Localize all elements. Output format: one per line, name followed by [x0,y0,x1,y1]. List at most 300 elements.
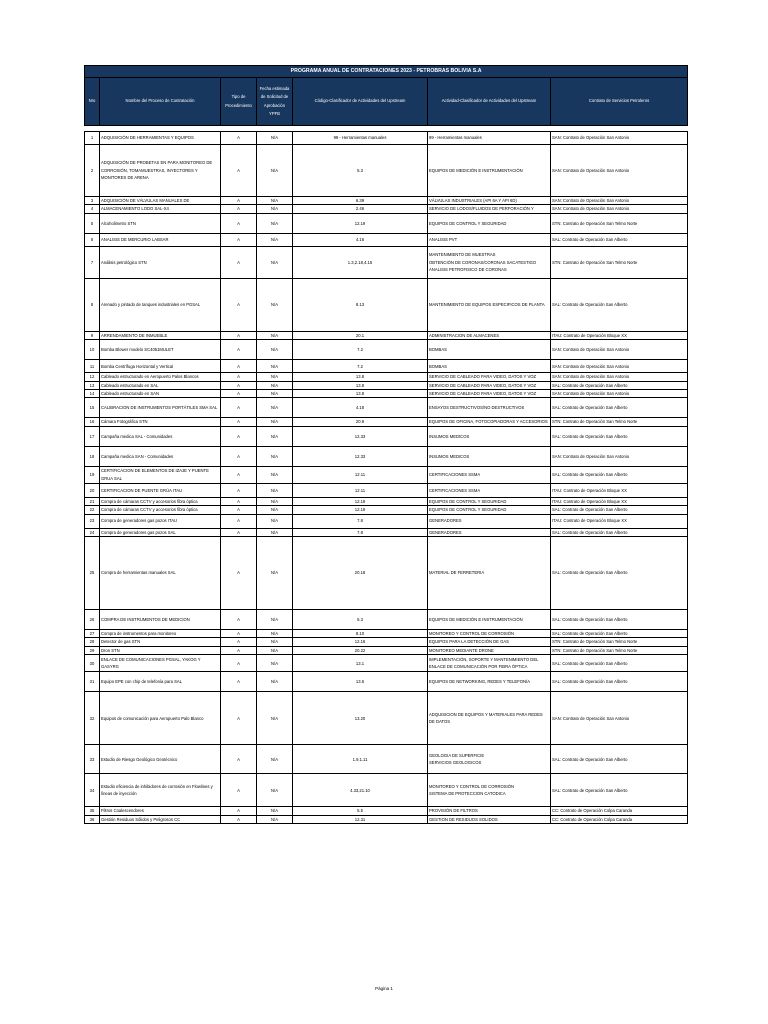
cell-codigo: 13.8 [293,390,428,398]
cell-tipo: A [221,514,257,528]
table-row [85,815,688,823]
cell-actividad: IMPLEMENTACIÓN, SOPORTE Y MANTENIMIENTO DEL ENLACE DE COMUNICACIÓN POR FIBRA ÓPTICA [428,655,551,672]
cell-nro: 32 [85,692,100,745]
cell-tipo: A [221,446,257,466]
cell-codigo: 12.33 [293,426,428,446]
cell-fecha: N/A [257,692,293,745]
header-row [85,78,688,126]
cell-nombre: ALMACENAMIENTO LODO SAL-X4 [100,205,221,213]
table-row [85,745,688,774]
cell-actividad: EQUIPOS DE NETWORKING, REDES Y TELEFONÍA [428,672,551,692]
cell-fecha: N/A [257,655,293,672]
cell-contrato: SAL: Contrato de Operación San Alberto [551,381,688,389]
cell-tipo: A [221,692,257,745]
cell-codigo: 7.8 [293,528,428,536]
header-codigo: Código-Clasificador de Actividades del Upstream [293,78,428,126]
cell-nro: 2 [85,145,100,197]
cell-nombre: ADQUISICIÓN DE HERRAMIENTAS Y EQUIPOS [100,132,221,145]
cell-nro: 15 [85,398,100,418]
cell-nombre: Campaña medica SAL - Comunidades [100,426,221,446]
table-row [85,497,688,505]
cell-contrato: SAL: Contrato de Operación San Alberto [551,745,688,774]
cell-fecha: N/A [257,514,293,528]
cell-nro: 3 [85,197,100,205]
cell-contrato: SAN: Contrato de Operación San Antonio [551,197,688,205]
cell-contrato: SAL: Contrato de Operación San Alberto [551,774,688,807]
cell-codigo: 8.10 [293,630,428,638]
cell-contrato: SAL: Contrato de Operación San Alberto [551,630,688,638]
table-row [85,506,688,514]
cell-nombre: Bomba Blower modelo SC4051MULET [100,340,221,360]
cell-contrato: CC: Contrato de Operación Colpa Caranda [551,807,688,815]
cell-tipo: A [221,466,257,483]
contracts-table-sheet [84,65,687,824]
cell-codigo: 4.18 [293,398,428,418]
table-row [85,360,688,373]
cell-nro: 10 [85,340,100,360]
cell-nro: 5 [85,213,100,233]
cell-contrato: SAN: Contrato de Operación San Antonio [551,360,688,373]
header-actividad: Actividad-Clasificador de Actividades del Upstream [428,78,551,126]
cell-codigo: 5.3 [293,145,428,197]
cell-fecha: N/A [257,390,293,398]
cell-tipo: A [221,331,257,339]
cell-codigo: 1.9,1.11 [293,745,428,774]
cell-actividad: PROVISIÓN DE FILTROS [428,807,551,815]
cell-contrato: SAN: Contrato de Operación San Antonio [551,446,688,466]
cell-contrato: CC: Contrato de Operación Colpa Caranda [551,815,688,823]
cell-actividad: 99 - Herramientas manuales [428,132,551,145]
cell-actividad: SERVICIO DE LODOS/FLUIDOS DE PERFORACIÓN Y [428,205,551,213]
cell-fecha: N/A [257,630,293,638]
table-row [85,340,688,360]
cell-nombre: CERTIFICACION DE PUENTE GRÚA ITAU [100,483,221,497]
table-row [85,672,688,692]
cell-actividad: MANTENIMIENTO DE MUESTRAS OBTENCIÓN DE CORONAS/CORONAS SACATESTIGO ANALISIS PETROFISICO DE CORONAS [428,246,551,278]
cell-nombre: Compra de cámaras CCTV y accesorios fibra óptica [100,506,221,514]
cell-actividad: EQUIPOS DE MEDICIÓN E INSTRUMENTACIÓN [428,610,551,630]
table-row [85,145,688,197]
cell-actividad: ENSAYOS DESTRUCTIVOS/NO DESTRUCTIVOS [428,398,551,418]
cell-codigo: 7.2 [293,340,428,360]
table-row [85,646,688,654]
cell-nro: 30 [85,655,100,672]
cell-codigo: 5.5 [293,807,428,815]
table-row [85,246,688,278]
header-contrato: Contrato de Servicios Petroleros [551,78,688,126]
header-nro: Nro [85,78,100,126]
cell-contrato: ITAU: Contrato de Operación Bloque XX [551,483,688,497]
cell-nombre: Detector de gas STN [100,638,221,646]
cell-nombre: Cámara Fotográfica STN [100,418,221,426]
cell-nombre: Cableado estructurado en Aeropuerto Palos Blancos [100,373,221,381]
cell-codigo: 20.9 [293,418,428,426]
table-row [85,446,688,466]
cell-codigo: 5.3 [293,610,428,630]
cell-tipo: A [221,197,257,205]
table-body [85,132,688,824]
cell-fecha: N/A [257,506,293,514]
cell-codigo: 13.1 [293,655,428,672]
cell-fecha: N/A [257,528,293,536]
cell-tipo: A [221,233,257,246]
cell-nombre: Equipo EPE con chip de telefonía para SAL [100,672,221,692]
cell-nro: 13 [85,381,100,389]
cell-tipo: A [221,398,257,418]
cell-contrato: SAL: Contrato de Operación San Alberto [551,528,688,536]
cell-nro: 22 [85,506,100,514]
cell-contrato: SAL: Contrato de Operación San Alberto [551,233,688,246]
cell-contrato: SAL: Contrato de Operación San Alberto [551,466,688,483]
cell-actividad: GEOLOGIA DE SUPERFICIE SERVICIOS GEOLOGICOS [428,745,551,774]
cell-contrato: SAL: Contrato de Operación San Alberto [551,672,688,692]
table-row [85,466,688,483]
cell-fecha: N/A [257,373,293,381]
cell-fecha: N/A [257,145,293,197]
cell-tipo: A [221,745,257,774]
cell-nro: 7 [85,246,100,278]
cell-contrato: SAL: Contrato de Operación San Alberto [551,506,688,514]
cell-contrato: STN: Contrato de Operación San Telmo Norte [551,246,688,278]
cell-tipo: A [221,815,257,823]
cell-codigo: 12.19 [293,497,428,505]
cell-fecha: N/A [257,483,293,497]
cell-tipo: A [221,807,257,815]
table-row [85,390,688,398]
cell-nro: 11 [85,360,100,373]
cell-tipo: A [221,213,257,233]
cell-nombre: Campaña medica SAN - Comunidades [100,446,221,466]
cell-nro: 16 [85,418,100,426]
cell-codigo: 12.16 [293,638,428,646]
cell-tipo: A [221,630,257,638]
table-row [85,233,688,246]
cell-contrato: SAL: Contrato de Operación San Alberto [551,610,688,630]
table-row [85,807,688,815]
cell-nombre: Equipos de comunicación para Aeropuerto Palo Blanco [100,692,221,745]
cell-codigo: 12.19 [293,506,428,514]
cell-codigo: 99 - Herramientas manuales [293,132,428,145]
cell-nro: 23 [85,514,100,528]
cell-nro: 1 [85,132,100,145]
cell-nombre: Gestión Residuos Sólidos y Peligrosos CC [100,815,221,823]
cell-contrato: ITAU: Contrato de Operación Bloque XX [551,514,688,528]
table-row [85,655,688,672]
table-row [85,278,688,331]
cell-tipo: A [221,483,257,497]
cell-codigo: 13.20 [293,692,428,745]
cell-nro: 31 [85,672,100,692]
cell-tipo: A [221,426,257,446]
cell-nro: 36 [85,815,100,823]
cell-nro: 33 [85,745,100,774]
cell-codigo: 20.18 [293,537,428,610]
cell-nombre: CERTIFICACION DE ELEMENTOS DE IZAJE Y PUENTE GRUA SAL [100,466,221,483]
cell-actividad: MATERIAL DE FERRETERIA [428,537,551,610]
cell-fecha: N/A [257,537,293,610]
cell-tipo: A [221,537,257,610]
cell-nombre: Estudio de Riesgo Geológico Geotécnico [100,745,221,774]
cell-actividad: ANALISIS PVT [428,233,551,246]
table-row [85,483,688,497]
cell-fecha: N/A [257,233,293,246]
cell-nro: 18 [85,446,100,466]
cell-fecha: N/A [257,360,293,373]
cell-tipo: A [221,360,257,373]
table-title: PROGRAMA ANUAL DE CONTRATACIONES 2023 - PETROBRAS BOLIVIA S.A [85,66,688,78]
cell-codigo: 12.11 [293,483,428,497]
cell-contrato: SAN: Contrato de Operación San Antonio [551,340,688,360]
cell-fecha: N/A [257,815,293,823]
cell-contrato: SAN: Contrato de Operación San Antonio [551,205,688,213]
cell-contrato: SAL: Contrato de Operación San Alberto [551,537,688,610]
cell-tipo: A [221,278,257,331]
cell-nombre: Compra de instrumentos para monitoreo [100,630,221,638]
cell-nro: 19 [85,466,100,483]
cell-contrato: SAL: Contrato de Operación San Alberto [551,655,688,672]
cell-fecha: N/A [257,381,293,389]
cell-contrato: SAN: Contrato de Operación San Antonio [551,692,688,745]
table-row [85,692,688,745]
cell-fecha: N/A [257,446,293,466]
cell-codigo: 4.33,21.10 [293,774,428,807]
cell-nro: 27 [85,630,100,638]
cell-codigo: 12.19 [293,213,428,233]
cell-fecha: N/A [257,418,293,426]
table-row [85,528,688,536]
cell-codigo: 4.16 [293,233,428,246]
contracts-table [84,65,688,824]
cell-actividad: SERVICIO DE CABLEADO PARA VIDEO, DATOS Y VOZ [428,381,551,389]
table-row [85,630,688,638]
cell-fecha: N/A [257,745,293,774]
cell-codigo: 12.31 [293,815,428,823]
cell-tipo: A [221,672,257,692]
cell-nro: 9 [85,331,100,339]
cell-nro: 20 [85,483,100,497]
cell-nombre: Compra de generadores gas pozos ITAU [100,514,221,528]
cell-nro: 35 [85,807,100,815]
cell-tipo: A [221,506,257,514]
cell-actividad: ADMINISTRACION DE ALMACENES [428,331,551,339]
cell-contrato: SAN: Contrato de Operación San Antonio [551,132,688,145]
cell-nombre: Estudio eficiencia de inhibidores de corrosión en Flowlines y líneas de inyección [100,774,221,807]
cell-nombre: CALIBRACION DE INSTRUMENTOS PORTÁTILES SMA SAL [100,398,221,418]
cell-actividad: EQUIPOS DE CONTROL Y SEGURIDAD [428,506,551,514]
cell-nro: 17 [85,426,100,446]
cell-contrato: SAL: Contrato de Operación San Alberto [551,426,688,446]
table-row [85,638,688,646]
cell-actividad: MANTENIMIENTO DE EQUIPOS ESPECIFICOS DE PLANTA [428,278,551,331]
cell-tipo: A [221,528,257,536]
header-nombre: Nombre del Proceso de Contratación [100,78,221,126]
table-row [85,381,688,389]
header-tipo: Tipo de Procedimiento [221,78,257,126]
cell-codigo: 7.2 [293,360,428,373]
cell-tipo: A [221,646,257,654]
cell-codigo: 12.11 [293,466,428,483]
cell-codigo: 13.8 [293,381,428,389]
cell-actividad: CERTIFICACIONES SSMA [428,483,551,497]
cell-fecha: N/A [257,205,293,213]
cell-contrato: SAN: Contrato de Operación San Antonio [551,373,688,381]
cell-nombre: ENLACE DE COMUNICACIONES PGSAL, YAKOG Y GASYRG [100,655,221,672]
cell-contrato: STN: Contrato de Operación San Telmo Norte [551,418,688,426]
cell-contrato: SAL: Contrato de Operación San Alberto [551,278,688,331]
cell-codigo: 13.8 [293,373,428,381]
cell-fecha: N/A [257,132,293,145]
cell-codigo: 7.8 [293,514,428,528]
table-row [85,213,688,233]
cell-fecha: N/A [257,426,293,446]
cell-nro: 24 [85,528,100,536]
cell-nro: 28 [85,638,100,646]
cell-actividad: INSUMOS MEDICOS [428,446,551,466]
table-row [85,197,688,205]
cell-nro: 29 [85,646,100,654]
cell-tipo: A [221,774,257,807]
cell-tipo: A [221,390,257,398]
cell-nro: 12 [85,373,100,381]
cell-nro: 8 [85,278,100,331]
cell-fecha: N/A [257,197,293,205]
cell-fecha: N/A [257,638,293,646]
cell-actividad: GESTION DE RESIDUOS SOLIDOS [428,815,551,823]
cell-fecha: N/A [257,340,293,360]
cell-codigo: 12.33 [293,446,428,466]
cell-contrato: SAN: Contrato de Operación San Antonio [551,390,688,398]
table-row [85,331,688,339]
cell-nombre: Filtros Coalescendores [100,807,221,815]
cell-fecha: N/A [257,278,293,331]
cell-contrato: SAL: Contrato de Operación San Alberto [551,398,688,418]
table-row [85,426,688,446]
cell-contrato: STN: Contrato de Operación San Telmo Norte [551,638,688,646]
cell-nro: 26 [85,610,100,630]
cell-tipo: A [221,655,257,672]
cell-nro: 25 [85,537,100,610]
table-row [85,205,688,213]
cell-actividad: GENERADORES [428,528,551,536]
cell-fecha: N/A [257,398,293,418]
table-row [85,610,688,630]
cell-nombre: Bomba Centrífuga Horizontal y Vertical [100,360,221,373]
cell-fecha: N/A [257,672,293,692]
cell-tipo: A [221,132,257,145]
cell-nombre: Análisis petrológico STN [100,246,221,278]
cell-fecha: N/A [257,807,293,815]
table-row [85,373,688,381]
cell-actividad: EQUIPOS DE MEDICIÓN E INSTRUMENTACIÓN [428,145,551,197]
cell-nombre: Compra de cámaras CCTV y accesorios fibra óptica [100,497,221,505]
cell-actividad: MONITOREO Y CONTROL DE CORROSIÓN [428,630,551,638]
cell-fecha: N/A [257,213,293,233]
cell-actividad: EQUIPOS DE CONTROL Y SEGURIDAD [428,213,551,233]
header-fecha: Fecha estimada de Solicitud de Aprobación YPFB [257,78,293,126]
cell-nro: 6 [85,233,100,246]
cell-nombre: Alcoholimetro STN [100,213,221,233]
cell-fecha: N/A [257,466,293,483]
cell-contrato: STN: Contrato de Operación San Telmo Norte [551,213,688,233]
cell-codigo: 20.22 [293,646,428,654]
cell-actividad: MONITOREO MEDIANTE DRONE [428,646,551,654]
cell-codigo: 1.3,2.18,4.15 [293,246,428,278]
cell-fecha: N/A [257,610,293,630]
cell-codigo: 20.1 [293,331,428,339]
cell-actividad: CERTIFICACIONES SSMA [428,466,551,483]
cell-codigo: 6.39 [293,197,428,205]
cell-tipo: A [221,340,257,360]
cell-tipo: A [221,205,257,213]
cell-nro: 14 [85,390,100,398]
cell-nombre: COMPRA DE INSTRUMENTOS DE MEDICION [100,610,221,630]
cell-actividad: BOMBAS [428,360,551,373]
cell-tipo: A [221,610,257,630]
cell-actividad: EQUIPOS DE CONTROL Y SEGURIDAD [428,497,551,505]
cell-codigo: 13.6 [293,672,428,692]
cell-actividad: INSUMOS MEDICOS [428,426,551,446]
table-row [85,398,688,418]
cell-nombre: Compra de herramientas manuales SAL [100,537,221,610]
cell-nro: 34 [85,774,100,807]
cell-contrato: STN: Contrato de Operación San Telmo Norte [551,646,688,654]
cell-contrato: ITAU: Contrato de Operación Bloque XX [551,497,688,505]
cell-fecha: N/A [257,246,293,278]
cell-actividad: GENERADORES [428,514,551,528]
cell-nro: 4 [85,205,100,213]
table-row [85,537,688,610]
cell-tipo: A [221,418,257,426]
cell-fecha: N/A [257,646,293,654]
cell-tipo: A [221,145,257,197]
cell-nombre: Cableado estructurado en SAN [100,390,221,398]
cell-actividad: SERVICIO DE CABLEADO PARA VIDEO, DATOS Y VOZ [428,390,551,398]
cell-nro: 21 [85,497,100,505]
cell-tipo: A [221,497,257,505]
table-row [85,418,688,426]
cell-fecha: N/A [257,497,293,505]
cell-codigo: 2.46 [293,205,428,213]
cell-fecha: N/A [257,331,293,339]
cell-actividad: EQUIPOS PARA LA DETECCIÓN DE GAS [428,638,551,646]
table-row [85,514,688,528]
cell-tipo: A [221,381,257,389]
cell-actividad: ADQUISICION DE EQUIPOS Y MATERIALES PARA REDES DE DATOS [428,692,551,745]
cell-nombre: Arenado y pintado de tanques industriales en PGSAL [100,278,221,331]
page-number: Página 1 [375,986,393,991]
cell-nombre: Compra de generadores gas pozos SAL [100,528,221,536]
cell-tipo: A [221,638,257,646]
cell-nombre: Cableado estructurado en SAL [100,381,221,389]
cell-codigo: 8.13 [293,278,428,331]
cell-tipo: A [221,373,257,381]
cell-contrato: SAN: Contrato de Operación San Antonio [551,145,688,197]
cell-tipo: A [221,246,257,278]
cell-nombre: ANALISIS DE MERCURIO LABSAR [100,233,221,246]
cell-nombre: ADQUISICIÓN DE PROBETAS EN PARA MONITOREO DE CORROSIÓN, TOMAMUESTRAS, INYECTORES Y MONITORES DE ARENA [100,145,221,197]
cell-fecha: N/A [257,774,293,807]
table-row [85,132,688,145]
cell-nombre: ARRENDAMIENTO DE INMUEBLE [100,331,221,339]
cell-actividad: SERVICIO DE CABLEADO PARA VIDEO, DATOS Y VOZ [428,373,551,381]
table-row [85,774,688,807]
cell-actividad: VÁLVULAS INDUSTRIALES (API 6A Y API 6D) [428,197,551,205]
cell-actividad: BOMBAS [428,340,551,360]
cell-nombre: ADQUISICIÓN DE VÁLVULAS MANUALES DE [100,197,221,205]
cell-contrato: ITAU: Contrato de Operación Bloque XX [551,331,688,339]
cell-nombre: Dron STN [100,646,221,654]
cell-actividad: MONITOREO Y CONTROL DE CORROSIÓN SISTEMA DE PROTECCION CATODICA [428,774,551,807]
